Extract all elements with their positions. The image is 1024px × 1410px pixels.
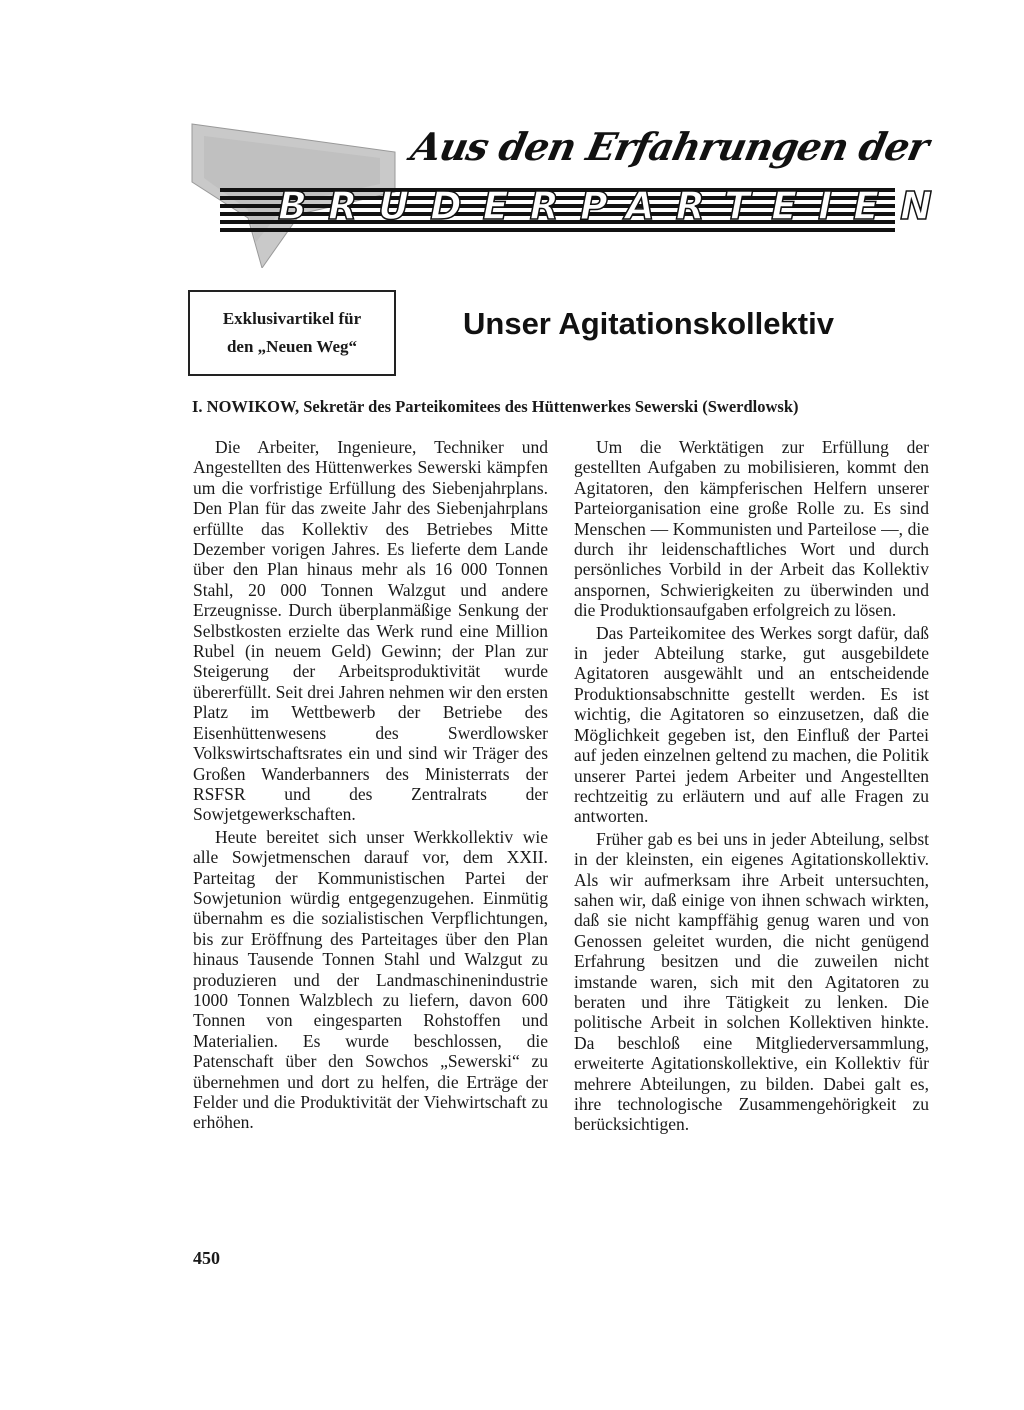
article-title: Unser Agitationskollektiv <box>463 306 834 341</box>
section-banner <box>190 118 953 268</box>
article-byline: I. NOWIKOW, Sekretär des Parteikomitees des Hüttenwerkes Sewerski (Swerdlowsk) <box>192 397 799 416</box>
paragraph: Um die Werktätigen zur Erfüllung der gestellten Aufgaben zu mobilisieren, kommt den Agitatoren, den kämpferischen Helfern unserer Parteiorganisation eine große Rolle zu. Es sind Menschen — Kommunisten und Parteilose —, die durch ihr leidenschaftliches Wort und durch persönliches Vorbild in der Arbeit das Kollektiv anspornen, Schwierigkeiten zu überwinden und die Produktionsaufgaben erfolgreich zu lösen. <box>574 437 929 621</box>
left-column <box>193 437 548 1135</box>
paragraph: Das Parteikomitee des Werkes sorgt dafür, daß in jeder Abteilung starke, gut ausgebildete Agitatoren ausgewählt und an entscheidende Produktionsabschnitte gestellt werden. Es ist wichtig, die Agitatoren so einzusetzen, daß die Möglichkeit gegeben ist, den Einfluß der Partei auf jeden einzelnen geltend zu machen, die Politik unserer Partei jedem Arbeiter und Angestellten rechtzeitig zu erläutern und auf alle Fragen zu antworten. <box>574 622 929 827</box>
paragraph: Die Arbeiter, Ingenieure, Techniker und Angestellten des Hüttenwerkes Sewerski kämpfen um die vorfristige Erfüllung des Siebenjahrplans. Den Plan für das zweite Jahr des Siebenjahrplans erfüllte das Kollektiv des Betriebes Mitte Dezember vorigen Jahres. Es lieferte dem Lande über den Plan hinaus mehr als 16 000 Tonnen Stahl, 20 000 Tonnen Walzgut und andere Erzeugnisse. Durch überplanmäßige Senkung der Selbstkosten erzielte das Werk rund eine Million Rubel (in neuem Geld) Gewinn; der Plan zur Steigerung der Arbeitsproduktivität wurde übererfüllt. Seit drei Jahren nehmen wir den ersten Platz im Wettbewerb der Betriebe des Eisenhüttenwesens des Swerdlowsker Volkswirtschaftsrates ein und sind wir Träger des Großen Wanderbanners des Ministerrats der RSFSR und des Zentralrats der Sowjetgewerkschaften. <box>193 437 548 825</box>
exclusive-line-1: Exklusivartikel für <box>222 309 362 328</box>
paragraph: Heute bereitet sich unser Werkkollektiv wie alle Sowjetmenschen darauf vor, dem XXII. Parteitag der Kommunistischen Partei der Sowjetunion würdig entgegenzugehen. Einmütig übernahm es die sozialistischen Verpflichtungen, bis zur Eröffnung des Parteitages über den Plan hinaus Tausende Tonnen Stahl und Walzgut zu produzieren und der Landmaschinenindustrie 1000 Tonnen Walzblech zu liefern, davon 600 Tonnen von eingesparten Rohstoffen und Materialien. Es wurde beschlossen, die Patenschaft über den Sowchos „Sewerski“ zu übernehmen und dort zu helfen, die Erträge der Felder und die Produktivität der Viehwirtschaft zu erhöhen. <box>193 826 548 1133</box>
page-number: 450 <box>193 1248 220 1268</box>
exclusive-article-box <box>188 290 396 376</box>
right-column <box>574 437 929 1137</box>
banner-script-heading: Aus den Erfahrungen der <box>407 124 933 169</box>
paragraph: Früher gab es bei uns in jeder Abteilung, selbst in der kleinsten, ein eigenes Agitationskollektiv. Als wir aufmerksam ihre Arbeit untersuchten, sahen wir, daß einige von ihnen schwach wirkten, daß sie nicht kampffähig genug waren und von Genossen geleitet wurden, die nicht genügend Erfahrung besitzen und die zuweilen nicht imstande waren, sich mit den Agitatoren zu beraten und ihre Tätigkeit zu lenken. Die politische Arbeit in solchen Kollektiven hinkte. Da beschloß eine Mitgliederversammlung, erweiterte Agitationskollektive, ein Kollektiv für mehrere Abteilungen, zu bilden. Dabei galt es, ihre technologische Zusammengehörigkeit zu berücksichtigen. <box>574 828 929 1135</box>
banner-block-heading: BRUDERPARTEIEN <box>278 184 953 228</box>
exclusive-line-2: den „Neuen Weg“ <box>226 337 358 356</box>
